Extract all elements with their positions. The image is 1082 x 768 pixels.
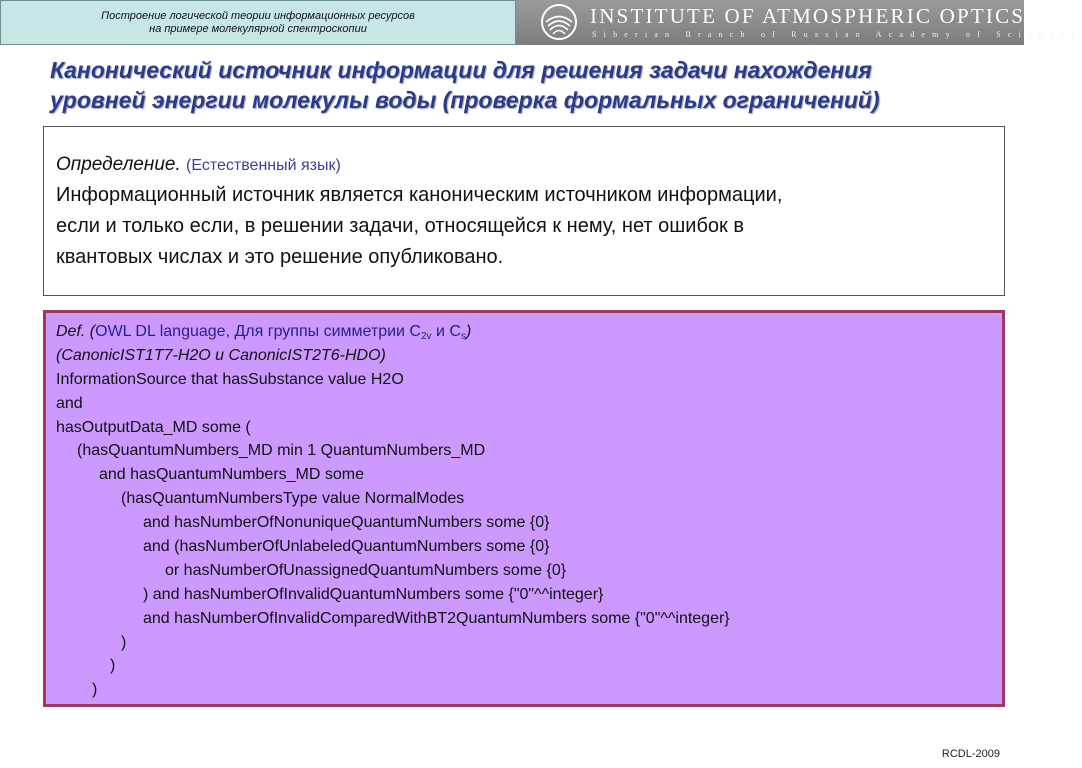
definition-heading: [56, 151, 992, 180]
definition-word: Определение.: [56, 154, 181, 175]
owl-def-language: OWL DL language, Для группы симметрии C: [95, 323, 421, 340]
owl-line: (hasQuantumNumbers_MD min 1 QuantumNumbers_MD: [77, 442, 486, 460]
owl-line: and: [56, 394, 83, 412]
definition-language: (Естественный язык): [186, 157, 341, 174]
owl-def-prefix: Def. (: [56, 323, 96, 340]
owl-line: (hasQuantumNumbersType value NormalModes: [121, 490, 465, 508]
owl-line: ) and hasNumberOfInvalidQuantumNumbers some {"0"^^integer}: [143, 585, 604, 603]
owl-sub-2v: 2v: [420, 331, 432, 342]
owl-line: hasOutputData_MD some (: [56, 418, 251, 436]
slide-title: [50, 55, 1000, 115]
footer-label: RCDL-2009: [941, 748, 1000, 760]
definition-box: [43, 126, 1005, 296]
owl-definition-box: [43, 310, 1005, 707]
definition-line: если и только если, в решении задачи, относящейся к нему, нет ошибок в: [56, 215, 744, 237]
institute-subtitle: Siberian Branch of Russian Academy of Sciences: [592, 30, 1082, 39]
institute-logo-icon: [540, 3, 578, 41]
owl-line: and hasQuantumNumbers_MD some: [99, 466, 365, 484]
owl-line: and (hasNumberOfUnlabeledQuantumNumbers some {0}: [143, 538, 550, 556]
owl-line: and hasNumberOfNonuniqueQuantumNumbers some {0}: [143, 514, 550, 532]
owl-and-c: и C: [431, 323, 461, 340]
owl-line: ): [121, 633, 127, 651]
definition-line: Информационный источник является каноническим источником информации,: [56, 184, 783, 206]
institute-name: INSTITUTE OF ATMOSPHERIC OPTICS: [590, 4, 1026, 28]
owl-line: ): [92, 681, 98, 699]
owl-line: or hasNumberOfUnassignedQuantumNumbers some {0}: [165, 561, 567, 579]
definition-text: [56, 180, 992, 273]
owl-line: InformationSource that hasSubstance value H2O: [56, 370, 404, 388]
definition-line: квантовых числах и это решение опубликовано.: [56, 246, 504, 268]
slide-title-line2: уровней энергии молекулы воды (проверка формальных ограничений): [50, 87, 880, 113]
owl-close-paren: ): [465, 323, 472, 340]
header-subtitle-line2: на примере молекулярной спектроскопии: [149, 22, 367, 35]
header-subtitle-box: [0, 0, 516, 45]
owl-sub-s: s: [460, 331, 466, 342]
owl-line: ): [110, 657, 116, 675]
owl-def-header: [56, 320, 1002, 344]
owl-line: and hasNumberOfInvalidComparedWithBT2QuantumNumbers some {"0"^^integer}: [143, 609, 730, 627]
header-subtitle-line1: Построение логической теории информационных ресурсов: [101, 9, 415, 22]
owl-sources-line: (CanonicIST1T7-H2O и CanonicIST2T6-HDO): [56, 346, 386, 364]
institute-banner: [516, 0, 1082, 45]
slide-title-line1: Канонический источник информации для решения задачи нахождения: [50, 57, 872, 83]
